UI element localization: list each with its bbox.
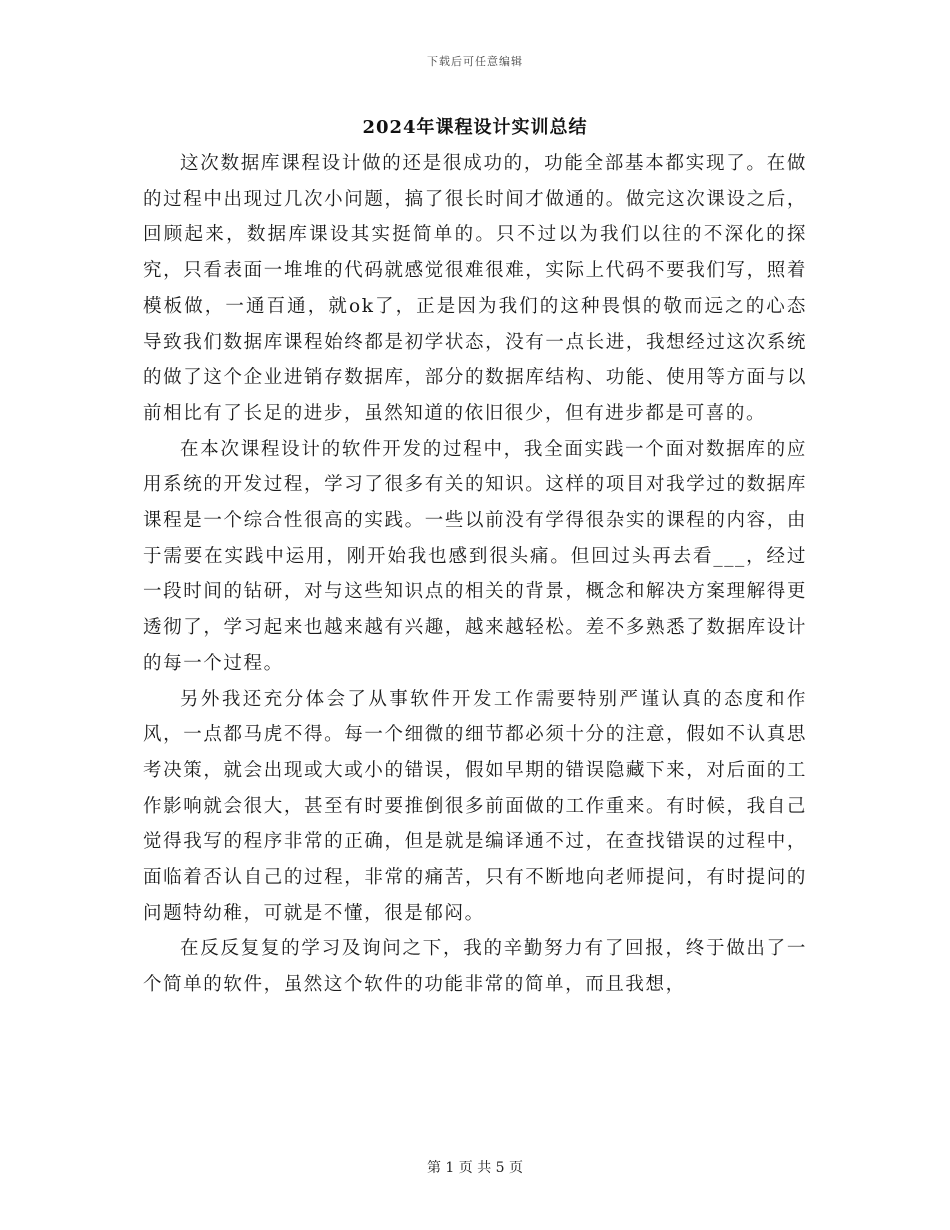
document-body xyxy=(143,146,807,1003)
header-note: 下载后可任意编辑 xyxy=(427,55,523,68)
page-number: 第 1 页 共 5 页 xyxy=(426,1160,524,1176)
paragraph-1: 这次数据库课程设计做的还是很成功的，功能全部基本都实现了。在做的过程中出现过几次小问题，搞了很长时间才做通的。做完这次课设之后，回顾起来，数据库课设其实挺简单的。只不过以为我们以往的不深化的探究，只看表面一堆堆的代码就感觉很难很难，实际上代码不要我们写，照着模板做，一通百通，就ok了，正是因为我们的这种畏惧的敬而远之的心态导致我们数据库课程始终都是初学状态，没有一点长进，我想经过这次系统的做了这个企业进销存数据库，部分的数据库结构、功能、使用等方面与以前相比有了长足的进步，虽然知道的依旧很少，但有进步都是可喜的。 xyxy=(143,153,807,424)
paragraph-3: 另外我还充分体会了从事软件开发工作需要特别严谨认真的态度和作风，一点都马虎不得。每一个细微的细节都必须十分的注意，假如不认真思考决策，就会出现或大或小的错误，假如早期的错误隐藏下来，对后面的工作影响就会很大，甚至有时要推倒很多前面做的工作重来。有时候，我自己觉得我写的程序非常的正确，但是就是编译通不过，在查找错误的过程中，面临着否认自己的过程，非常的痛苦，只有不断地向老师提问，有时提问的问题特幼稚，可就是不懂，很是郁闷。 xyxy=(143,688,807,924)
document-title: 2024年课程设计实训总结 xyxy=(362,117,588,138)
paragraph-4: 在反反复复的学习及询问之下，我的辛勤努力有了回报，终于做出了一个简单的软件，虽然这个软件的功能非常的简单，而且我想， xyxy=(143,938,807,996)
paragraph-2: 在本次课程设计的软件开发的过程中，我全面实践一个面对数据库的应用系统的开发过程，学习了很多有关的知识。这样的项目对我学过的数据库课程是一个综合性很高的实践。一些以前没有学得很杂实的课程的内容，由于需要在实践中运用，刚开始我也感到很头痛。但回过头再去看___，经过一段时间的钻研，对与这些知识点的相关的背景，概念和解决方案理解得更透彻了，学习起来也越来越有兴趣，越来越轻松。差不多熟悉了数据库设计的每一个过程。 xyxy=(143,438,807,674)
